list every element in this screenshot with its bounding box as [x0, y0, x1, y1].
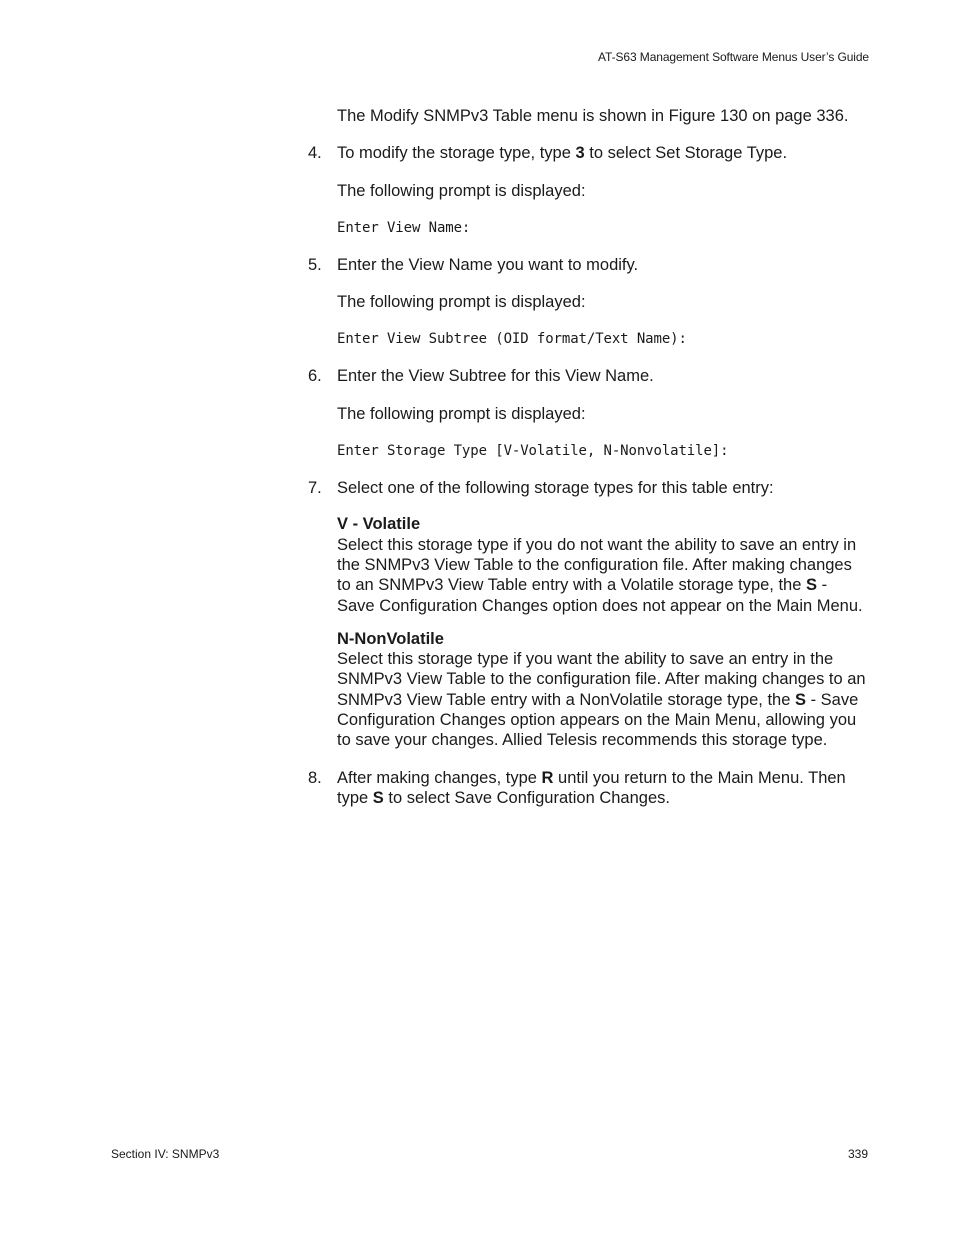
prompt-label: The following prompt is displayed: [337, 404, 586, 423]
key-label: S [372, 788, 384, 807]
key-label: S [794, 690, 806, 709]
volatile-option [308, 514, 868, 615]
key-label: S [806, 576, 818, 595]
step-number: 4. [308, 144, 322, 163]
nonvolatile-option [308, 629, 868, 751]
step-number: 6. [308, 367, 322, 386]
step-text: Enter the View Subtree for this View Name. [337, 367, 654, 386]
term-description: Select this storage type if you want the ability to save an entry in the SNMPv3 View Table to the configuration file. After making changes to an SNMPv3 View Table entry with a NonVolatile storage type, the S - Save Configuration Changes option appears on the Main Menu, allowing you to save your changes. Allied Telesis recommends this storage type. [337, 650, 866, 750]
intro-paragraph: The Modify SNMPv3 Table menu is shown in Figure 130 on page 336. [337, 107, 849, 125]
step-4 [308, 143, 868, 163]
step-text: To modify the storage type, type 3 to select Set Storage Type. [337, 144, 788, 163]
prompt-label: The following prompt is displayed: [337, 293, 586, 312]
key-label: R [541, 768, 554, 787]
term-title: N-NonVolatile [337, 629, 444, 648]
step-6 [308, 366, 868, 386]
code-prompt: Enter Storage Type [V-Volatile, N-Nonvolatile]: [337, 443, 729, 460]
step-number: 8. [308, 768, 322, 787]
term-title: V - Volatile [337, 515, 421, 534]
prompt-label: The following prompt is displayed: [337, 181, 586, 200]
footer-section: Section IV: SNMPv3 [111, 1147, 220, 1161]
step-5 [308, 255, 868, 275]
term-description: Select this storage type if you do not want the ability to save an entry in the SNMPv3 View Table to the configuration file. After making changes to an SNMPv3 View Table entry with a Volatile storage type, the S - Save Configuration Changes option does not appear on the Main Menu. [337, 535, 863, 615]
key-label: 3 [575, 144, 585, 163]
step-text: Enter the View Name you want to modify. [337, 255, 639, 274]
step-text: After making changes, type R until you return to the Main Menu. Then type S to select Save Configuration Changes. [337, 768, 846, 807]
step-8 [308, 768, 868, 809]
running-header: AT-S63 Management Software Menus User’s Guide [598, 50, 869, 64]
code-prompt: Enter View Subtree (OID format/Text Name): [337, 331, 687, 348]
step-text: Select one of the following storage types for this table entry: [337, 479, 774, 498]
page-body [308, 106, 868, 808]
page-number: 339 [847, 1147, 868, 1161]
step-number: 5. [308, 255, 322, 274]
step-number: 7. [308, 479, 322, 498]
code-prompt: Enter View Name: [337, 219, 471, 236]
step-7 [308, 478, 868, 498]
